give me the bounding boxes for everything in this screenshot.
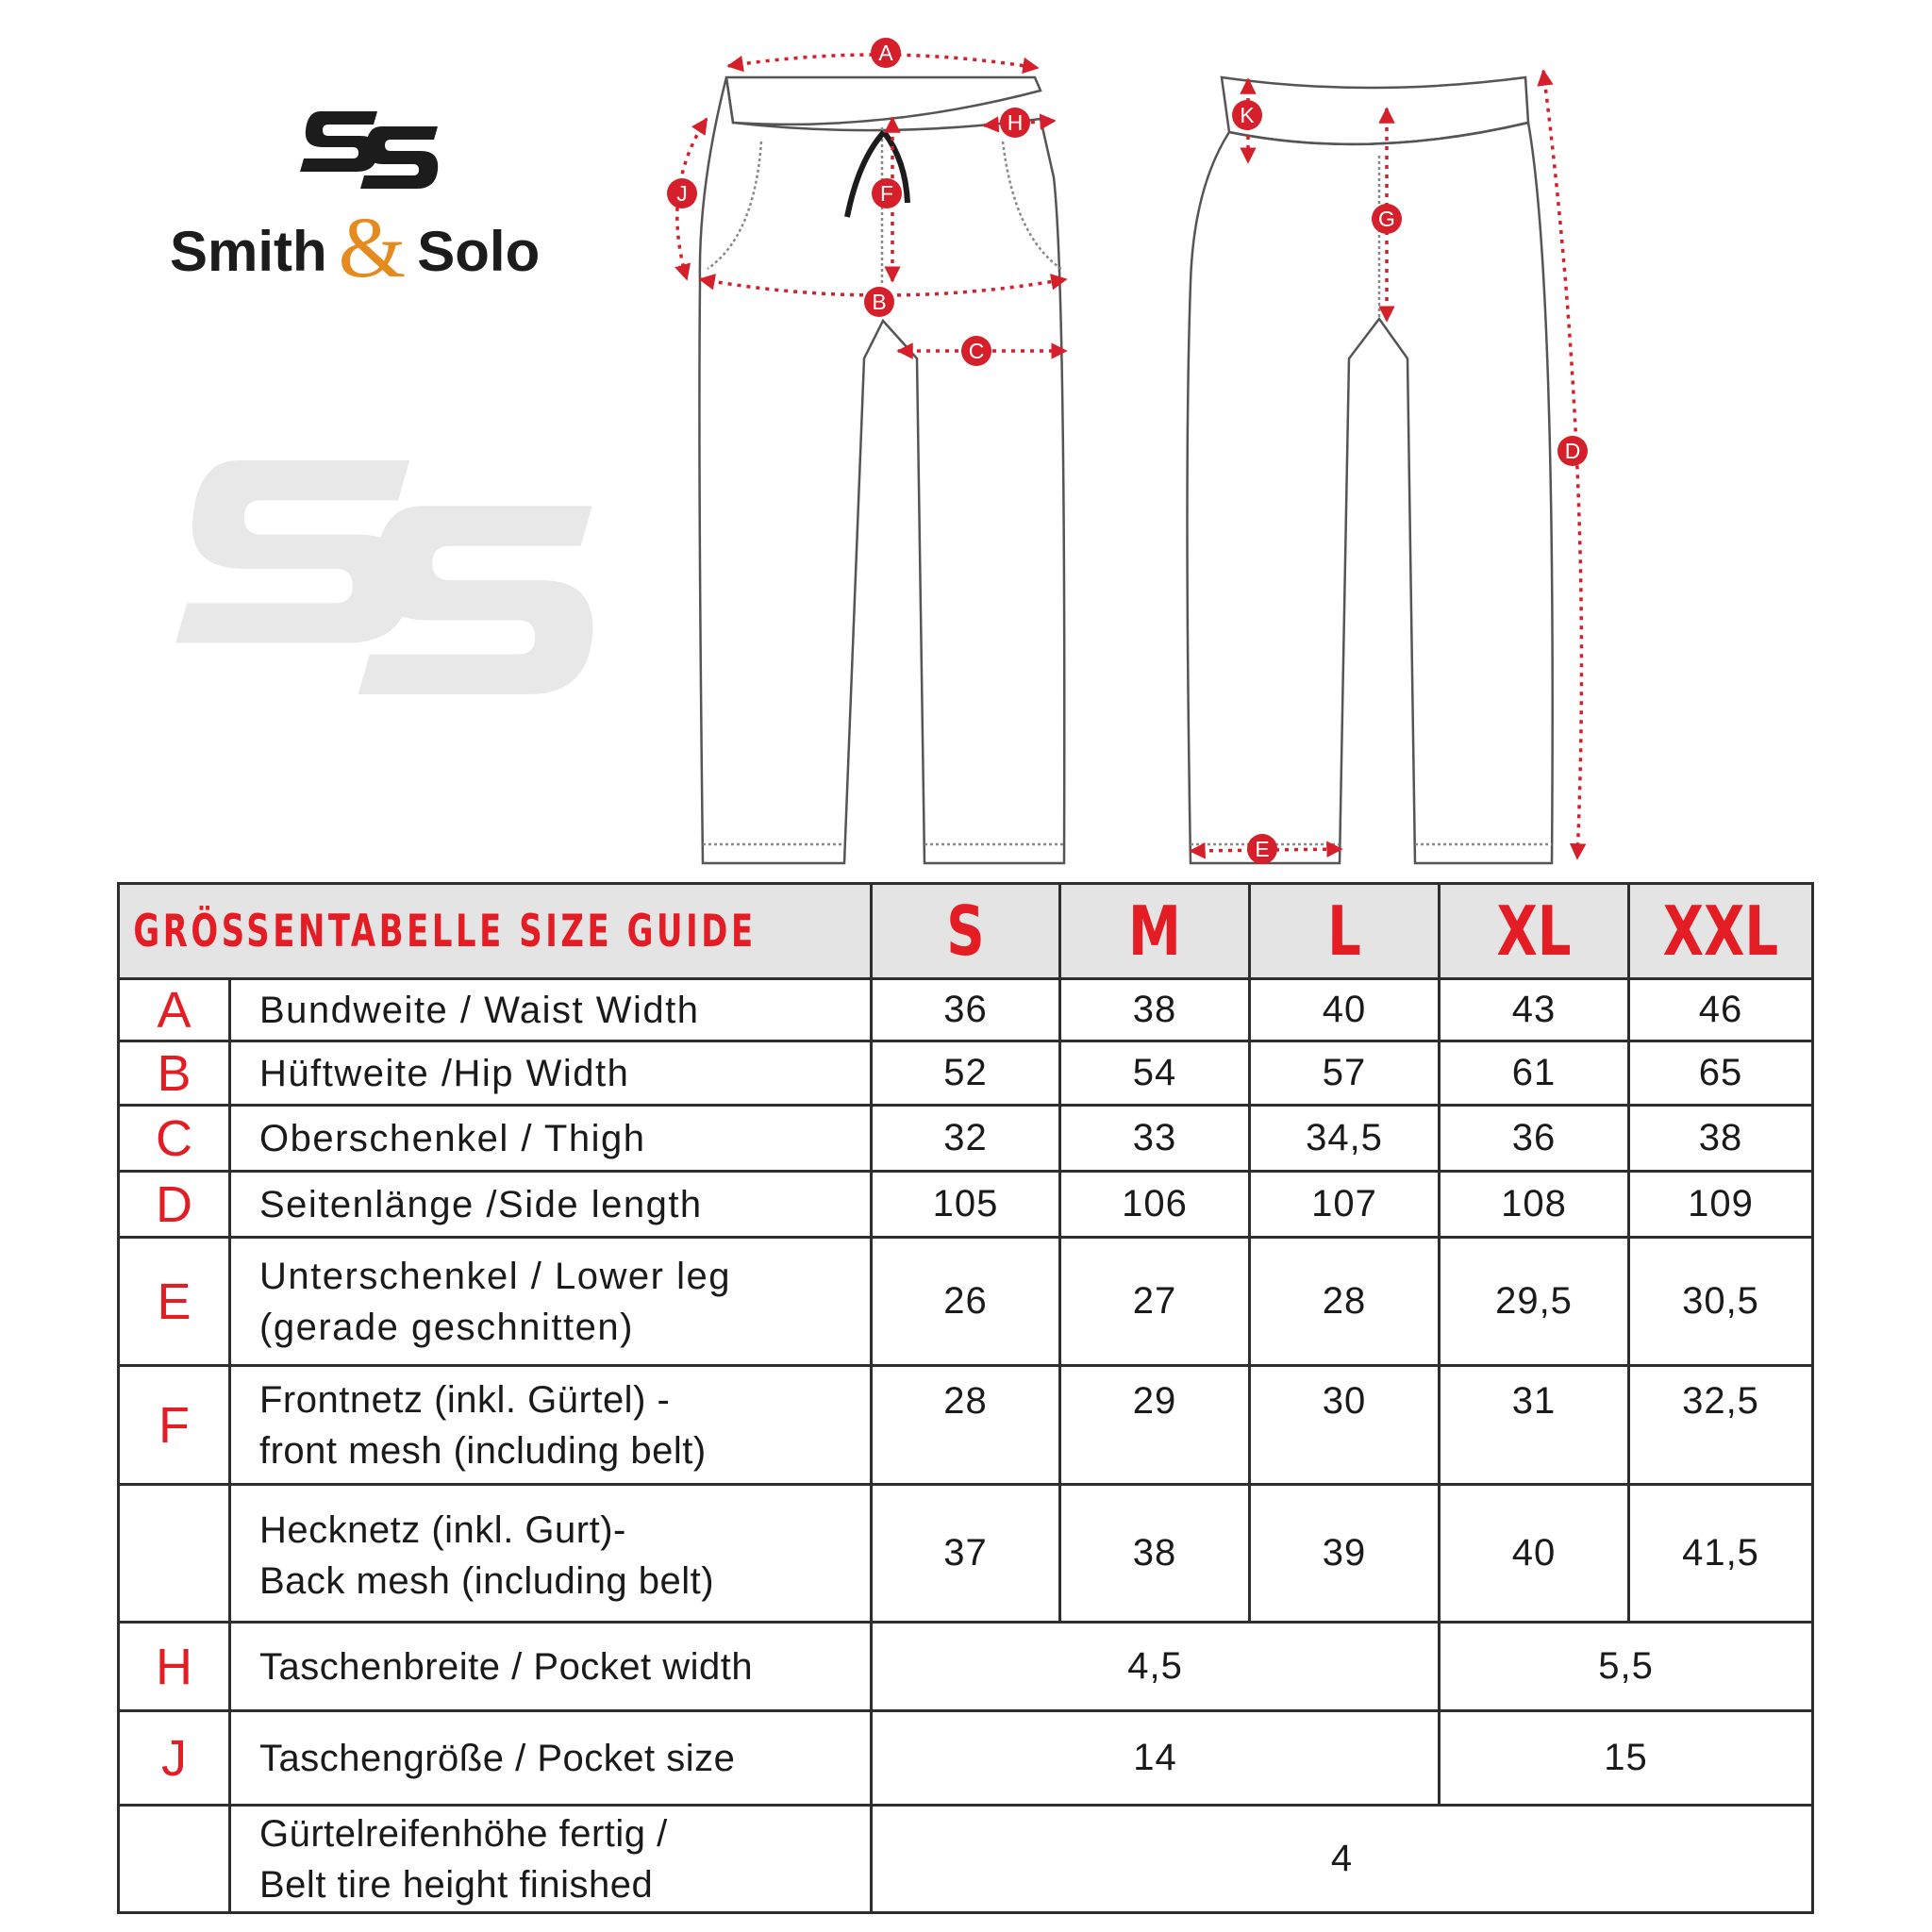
table-cell: 38 [1060,1485,1250,1623]
row-letter: B [119,1041,230,1106]
row-letter: C [119,1106,230,1172]
badge-g [1372,204,1402,234]
table-cell: 109 [1629,1172,1813,1238]
table-cell-merged: 4 [872,1806,1813,1913]
table-cell: 54 [1060,1041,1250,1106]
row-description-line1: Hecknetz (inkl. Gurt)- [259,1509,626,1551]
table-cell-group-a: 14 [872,1711,1440,1806]
table-row [119,1623,1813,1711]
table-cell: 28 [1250,1238,1440,1366]
row-letter: J [119,1711,230,1806]
measurement-badges [667,38,1588,864]
badge-b [864,287,894,317]
table-cell: 30 [1250,1366,1440,1485]
pants-measurement-diagram [0,0,1932,877]
table-cell: 31 [1440,1366,1629,1485]
table-cell: 40 [1440,1485,1629,1623]
table-row [119,1366,1813,1485]
row-description-line2: Back mesh (including belt) [259,1560,715,1602]
table-cell: 30,5 [1629,1238,1813,1366]
table-cell: 105 [872,1172,1060,1238]
row-description-line1: Unterschenkel / Lower leg [259,1255,731,1297]
table-cell: 106 [1060,1172,1250,1238]
table-row [119,1238,1813,1366]
svg-text:H: H [1007,110,1024,135]
table-cell: 57 [1250,1041,1440,1106]
table-cell: 29,5 [1440,1238,1629,1366]
svg-text:F: F [879,181,894,206]
row-letter: D [119,1172,230,1238]
row-letter: A [119,979,230,1041]
row-description [230,1485,872,1623]
row-description: Taschengröße / Pocket size [230,1711,872,1806]
size-header: M [1060,884,1250,979]
table-cell: 65 [1629,1041,1813,1106]
badge-d [1557,436,1588,466]
table-cell: 38 [1060,979,1250,1041]
brand-ampersand: & [338,199,407,295]
table-row [119,1106,1813,1172]
size-header: S [872,884,1060,979]
row-description [230,1366,872,1485]
row-description-line2: front mesh (including belt) [259,1429,707,1472]
table-cell: 32 [872,1106,1060,1172]
table-cell: 52 [872,1041,1060,1106]
row-description: Oberschenkel / Thigh [230,1106,872,1172]
table-cell: 26 [872,1238,1060,1366]
row-description-line1: Frontnetz (inkl. Gürtel) - [259,1378,671,1421]
table-cell: 107 [1250,1172,1440,1238]
table-title-cell [119,884,872,979]
brand-name-right: Solo [417,219,541,283]
table-cell-group-a: 4,5 [872,1623,1440,1711]
svg-text:K: K [1240,103,1255,127]
size-header: L [1250,884,1440,979]
row-description: Bundweite / Waist Width [230,979,872,1041]
table-header-row [119,884,1813,979]
table-title: GRÖSSENTABELLE SIZE GUIDE [133,905,757,958]
table-cell: 46 [1629,979,1813,1041]
measurement-lines [677,55,1582,858]
table-cell: 36 [1440,1106,1629,1172]
row-letter: F [119,1366,230,1485]
table-cell: 41,5 [1629,1485,1813,1623]
table-cell: 108 [1440,1172,1629,1238]
table-cell: 37 [872,1485,1060,1623]
svg-text:E: E [1255,837,1270,861]
table-cell-group-b: 15 [1440,1711,1813,1806]
badge-k [1232,100,1262,130]
row-description [230,1238,872,1366]
size-header: XXL [1629,884,1813,979]
row-description: Hüftweite /Hip Width [230,1041,872,1106]
svg-text:D: D [1564,439,1581,463]
table-row [119,1711,1813,1806]
table-row [119,979,1813,1041]
table-cell: 43 [1440,979,1629,1041]
row-description: Seitenlänge /Side length [230,1172,872,1238]
row-description [230,1806,872,1913]
pants-back-view [1188,77,1553,863]
table-cell: 39 [1250,1485,1440,1623]
size-guide-table [117,882,1814,1914]
table-cell: 40 [1250,979,1440,1041]
table-cell: 34,5 [1250,1106,1440,1172]
table-cell: 61 [1440,1041,1629,1106]
svg-text:A: A [878,41,893,65]
svg-text:C: C [968,339,985,363]
badge-f [872,178,902,208]
table-row [119,1041,1813,1106]
table-row [119,1172,1813,1238]
table-cell-group-b: 5,5 [1440,1623,1813,1711]
table-cell: 27 [1060,1238,1250,1366]
badge-e [1247,834,1277,864]
size-header: XL [1440,884,1629,979]
row-letter [119,1806,230,1913]
row-description-line2: Belt tire height finished [259,1863,654,1906]
table-cell: 36 [872,979,1060,1041]
table-cell: 28 [872,1366,1060,1485]
row-description: Taschenbreite / Pocket width [230,1623,872,1711]
badge-c [961,336,991,366]
table-cell: 29 [1060,1366,1250,1485]
row-letter: E [119,1238,230,1366]
brand-name-left: Smith [170,219,327,283]
row-description-line1: Gürtelreifenhöhe fertig / [259,1812,668,1855]
badge-h [1000,108,1030,138]
badge-j [667,178,697,208]
row-letter [119,1485,230,1623]
table-cell: 38 [1629,1106,1813,1172]
row-description-line2: (gerade geschnitten) [259,1306,634,1348]
badge-a [871,38,901,68]
table-row [119,1806,1813,1913]
svg-text:G: G [1378,207,1395,231]
table-row [119,1485,1813,1623]
svg-text:B: B [872,290,887,314]
table-cell: 32,5 [1629,1366,1813,1485]
row-letter: H [119,1623,230,1711]
svg-text:J: J [676,181,688,206]
table-cell: 33 [1060,1106,1250,1172]
